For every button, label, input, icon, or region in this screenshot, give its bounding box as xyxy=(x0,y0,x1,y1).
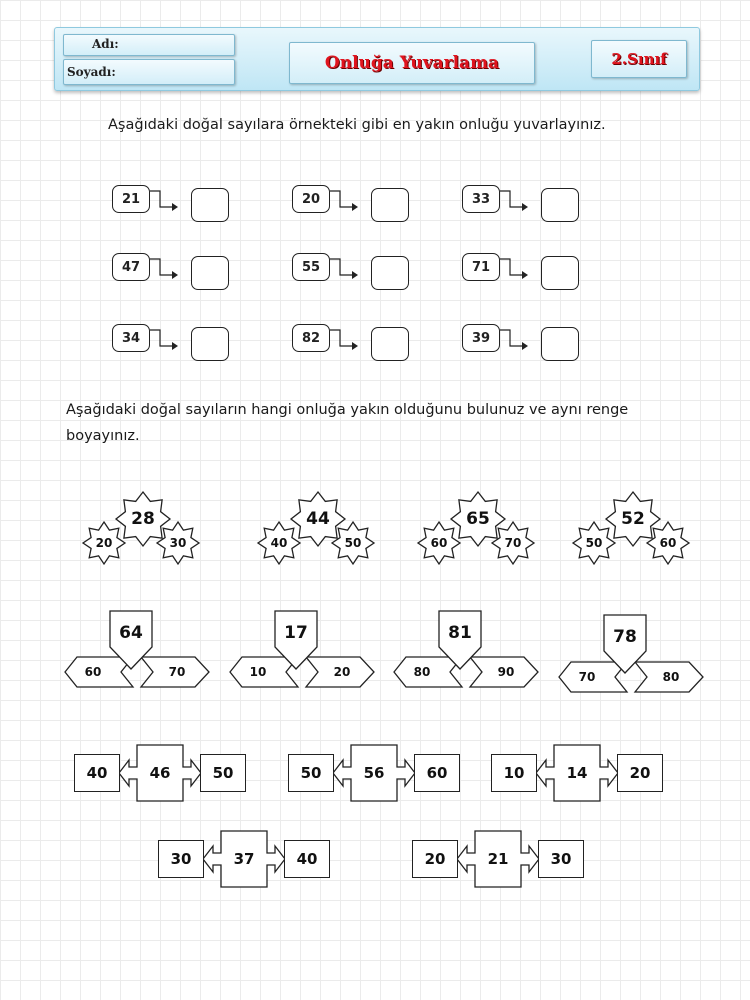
cross-center-number: 46 xyxy=(149,764,171,782)
section2-instruction-line2: boyayınız. xyxy=(66,428,140,444)
square-right-number[interactable]: 50 xyxy=(200,754,246,792)
star-left-number: 50 xyxy=(585,536,603,550)
square-right-number[interactable]: 60 xyxy=(414,754,460,792)
star-left-number: 20 xyxy=(95,536,113,550)
name-label: Adı: xyxy=(92,37,119,51)
hex-left-number: 70 xyxy=(578,670,596,684)
star-left-number: 40 xyxy=(270,536,288,550)
answer-box[interactable] xyxy=(541,256,579,290)
pentagon-number: 81 xyxy=(448,623,472,643)
elbow-arrow-icon xyxy=(150,326,180,352)
title-box xyxy=(289,42,535,84)
cross-center-number: 37 xyxy=(233,850,255,868)
section2-instruction-line1: Aşağıdaki doğal sayıların hangi onluğa yakın olduğunu bulunuz ve aynı renge xyxy=(66,402,629,418)
hex-right-number: 80 xyxy=(662,670,680,684)
square-right-number[interactable]: 40 xyxy=(284,840,330,878)
grade-label: 2.Sınıf xyxy=(611,50,667,68)
cross-center-number: 56 xyxy=(363,764,385,782)
answer-box[interactable] xyxy=(191,256,229,290)
pentagon-number: 64 xyxy=(119,623,143,643)
star-center-number: 44 xyxy=(306,509,330,529)
elbow-arrow-icon xyxy=(500,326,530,352)
star-right-number: 50 xyxy=(344,536,362,550)
answer-box[interactable] xyxy=(191,327,229,361)
cross-center-number: 14 xyxy=(566,764,588,782)
surname-label: Soyadı: xyxy=(67,65,116,79)
number-box: 34 xyxy=(112,324,150,352)
answer-box[interactable] xyxy=(191,188,229,222)
star-center-number: 65 xyxy=(466,509,490,529)
square-right-number[interactable]: 20 xyxy=(617,754,663,792)
star-right-number: 70 xyxy=(504,536,522,550)
answer-box[interactable] xyxy=(541,327,579,361)
answer-box[interactable] xyxy=(541,188,579,222)
number-box: 21 xyxy=(112,185,150,213)
number-box: 47 xyxy=(112,253,150,281)
star-left-number: 60 xyxy=(430,536,448,550)
elbow-arrow-icon xyxy=(500,187,530,213)
square-right-number[interactable]: 30 xyxy=(538,840,584,878)
elbow-arrow-icon xyxy=(150,187,180,213)
elbow-arrow-icon xyxy=(330,255,360,281)
number-box: 55 xyxy=(292,253,330,281)
answer-box[interactable] xyxy=(371,327,409,361)
square-left-number[interactable]: 30 xyxy=(158,840,204,878)
hex-left-number: 80 xyxy=(413,665,431,679)
elbow-arrow-icon xyxy=(500,255,530,281)
square-left-number[interactable]: 10 xyxy=(491,754,537,792)
name-field[interactable] xyxy=(63,34,235,56)
cross-center-number: 21 xyxy=(487,850,509,868)
star-right-number: 30 xyxy=(169,536,187,550)
hex-right-number: 70 xyxy=(168,665,186,679)
star-center-number: 52 xyxy=(621,509,645,529)
star-center-number: 28 xyxy=(131,509,155,529)
hex-right-number: 90 xyxy=(497,665,515,679)
surname-field[interactable] xyxy=(63,59,235,85)
elbow-arrow-icon xyxy=(330,326,360,352)
number-box: 39 xyxy=(462,324,500,352)
elbow-arrow-icon xyxy=(330,187,360,213)
answer-box[interactable] xyxy=(371,256,409,290)
number-box: 20 xyxy=(292,185,330,213)
hex-left-number: 10 xyxy=(249,665,267,679)
number-box: 82 xyxy=(292,324,330,352)
pentagon-number: 78 xyxy=(613,627,637,647)
number-box: 71 xyxy=(462,253,500,281)
square-left-number[interactable]: 40 xyxy=(74,754,120,792)
hex-right-number: 20 xyxy=(333,665,351,679)
answer-box[interactable] xyxy=(371,188,409,222)
square-left-number[interactable]: 50 xyxy=(288,754,334,792)
page-title: Onluğa Yuvarlama xyxy=(324,53,500,73)
number-box: 33 xyxy=(462,185,500,213)
section1-instruction: Aşağıdaki doğal sayılara örnekteki gibi en yakın onluğu yuvarlayınız. xyxy=(108,117,606,133)
pentagon-number: 17 xyxy=(284,623,308,643)
elbow-arrow-icon xyxy=(150,255,180,281)
grade-box xyxy=(591,40,687,78)
hex-left-number: 60 xyxy=(84,665,102,679)
star-right-number: 60 xyxy=(659,536,677,550)
square-left-number[interactable]: 20 xyxy=(412,840,458,878)
worksheet-header xyxy=(54,27,700,91)
